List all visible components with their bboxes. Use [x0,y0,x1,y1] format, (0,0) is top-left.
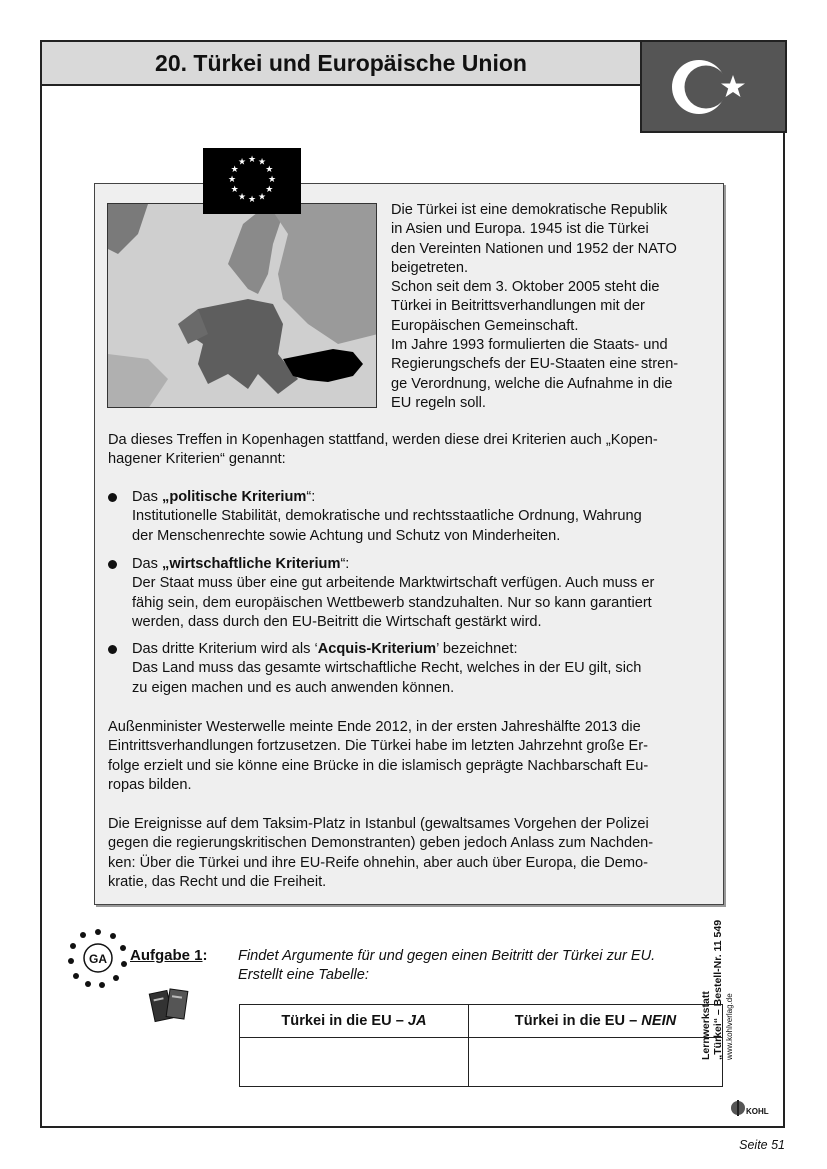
text-line: Institutionelle Stabilität, demokratische und rechtsstaatliche Ordnung, Wahrung [132,508,642,525]
header-text: Türkei in die EU – [281,1013,408,1029]
eu-flag-icon [203,148,301,214]
intro-line: Im Jahre 1993 formulierten die Staats- und [391,337,668,354]
text-line: werden, dass durch den EU-Beitritt die Wirtschaft gestärkt wird. [132,613,542,630]
intro-line: ge Verordnung, welche die Aufnahme in die [391,375,673,392]
text-line: zu eigen machen und es auch anwenden können. [132,679,455,696]
text-line: gegen die regierungskritischen Demonstranten) geben jedoch Anlass zum Nachden- [108,835,654,852]
svg-text:★: ★ [267,175,277,185]
intro-line: EU regeln soll. [391,394,486,411]
criterion-political [108,488,712,546]
intro-line: Türkei in Beitrittsverhandlungen mit der [391,298,645,315]
criterion-economic [108,555,712,632]
intro-line: Regierungschefs der EU-Staaten eine stren- [391,356,679,373]
svg-text:★: ★ [237,192,247,203]
header-emphasis: JA [407,1013,427,1029]
answer-cell-no[interactable] [468,1038,722,1087]
sidebar-credits [700,860,736,1060]
header-text: Türkei in die EU – [514,1013,642,1029]
text-line: folge erzielt und sie könne eine Brücke in die islamisch geprägte Nachbarschaft Eu- [108,757,649,774]
text-line: Der Staat muss über eine gut arbeitende Marktwirtschaft verfügen. Auch muss er [132,575,655,592]
europe-map [107,203,377,408]
intro-line: den Vereinten Nationen und 1952 der NATO [391,240,677,257]
text-fragment: Das [132,489,163,505]
text-fragment: Das dritte Kriterium wird als ‘ [132,641,318,657]
svg-text:★: ★ [230,165,239,175]
column-header-no [468,1005,722,1038]
sidebar-line: „Türkei“ – Bestell-Nr. 11 549 [712,919,724,1060]
page-number: Seite 51 [739,1138,785,1152]
criterion-acquis [108,640,712,698]
group-work-icon [66,926,130,990]
svg-text:★: ★ [247,155,257,165]
svg-text:★: ★ [237,157,247,168]
publisher-name: KOHL [746,1107,769,1116]
svg-text:★: ★ [247,195,257,205]
bullet-icon [108,645,117,654]
text-line: Da dieses Treffen in Kopenhagen stattfand, werden diese drei Kriterien auch „Kopen- [108,432,658,448]
intro-line: Schon seit dem 3. Oktober 2005 steht die [391,279,660,296]
publisher-logo [730,1090,780,1118]
text-line: Erstellt eine Tabelle: [238,967,369,983]
books-icon [148,986,190,1024]
header-emphasis: NEIN [641,1013,677,1029]
svg-text:★: ★ [257,157,267,168]
page-title: 20. Türkei und Europäische Union [155,49,527,76]
column-header-yes [240,1005,469,1038]
text-line: der Menschenrechte sowie Achtung und Schutz von Minderheiten. [132,527,561,544]
text-line: Eintrittsverhandlungen fortzusetzen. Die Türkei habe im letzten Jahrzehnt große Er- [108,738,648,755]
text-line: ken: Über die Türkei und ihre EU-Reife ohnehin, aber auch über Europa, die Demo- [108,854,649,871]
svg-text:★: ★ [265,185,274,195]
text-fragment: Das [132,556,163,572]
svg-text:★: ★ [230,185,239,195]
text-line: hagener Kriterien“ genannt: [108,451,286,468]
text-fragment: ’ bezeichnet: [436,641,518,657]
sidebar-line: Lernwerkstatt [700,991,712,1060]
group-work-label: GA [89,952,107,966]
task-label [130,947,208,964]
copenhagen-paragraph [108,431,712,470]
text-line: kratie, das Recht und die Freiheit. [108,873,327,890]
text-line: ropas bilden. [108,776,192,793]
task-instructions [238,947,708,985]
intro-text [391,201,711,413]
text-fragment: “: [306,489,316,505]
svg-text:★: ★ [227,175,237,185]
text-fragment: “: [340,556,350,572]
text-line: Die Ereignisse auf dem Taksim-Platz in Istanbul (gewaltsames Vorgehen der Polizei [108,816,649,832]
title-bar [40,40,642,86]
task-colon: : [202,947,208,964]
task-number: Aufgabe 1 [130,947,203,964]
westerwelle-paragraph [108,718,712,795]
criterion-name: „wirtschaftliche Kriterium [162,556,341,572]
text-line: Findet Argumente für und gegen einen Beitritt der Türkei zur EU. [238,948,656,964]
intro-line: Europäischen Gemeinschaft. [391,317,579,334]
criterion-name: Acquis-Kriterium [317,641,437,657]
intro-line: Die Türkei ist eine demokratische Republik [391,202,668,218]
svg-text:★: ★ [265,165,274,175]
answer-table [239,1004,723,1087]
text-line: Außenminister Westerwelle meinte Ende 2012, in der ersten Jahreshälfte 2013 die [108,719,641,735]
turkey-flag-icon [640,40,787,133]
taksim-paragraph [108,815,712,892]
bullet-icon [108,493,117,502]
svg-text:★: ★ [257,192,267,203]
text-line: fähig sein, dem europäischen Wettbewerb standzuhalten. Nur so kann garantiert [132,594,652,611]
criterion-name: „politische Kriterium [162,489,307,505]
bullet-icon [108,560,117,569]
intro-line: beigetreten. [391,259,469,276]
intro-line: in Asien und Europa. 1945 ist die Türkei [391,221,649,238]
text-line: Das Land muss das gesamte wirtschaftliche Recht, welches in der EU gilt, sich [132,660,642,677]
answer-cell-yes[interactable] [240,1038,469,1087]
publisher-url: www.kohlverlag.de [725,993,734,1060]
